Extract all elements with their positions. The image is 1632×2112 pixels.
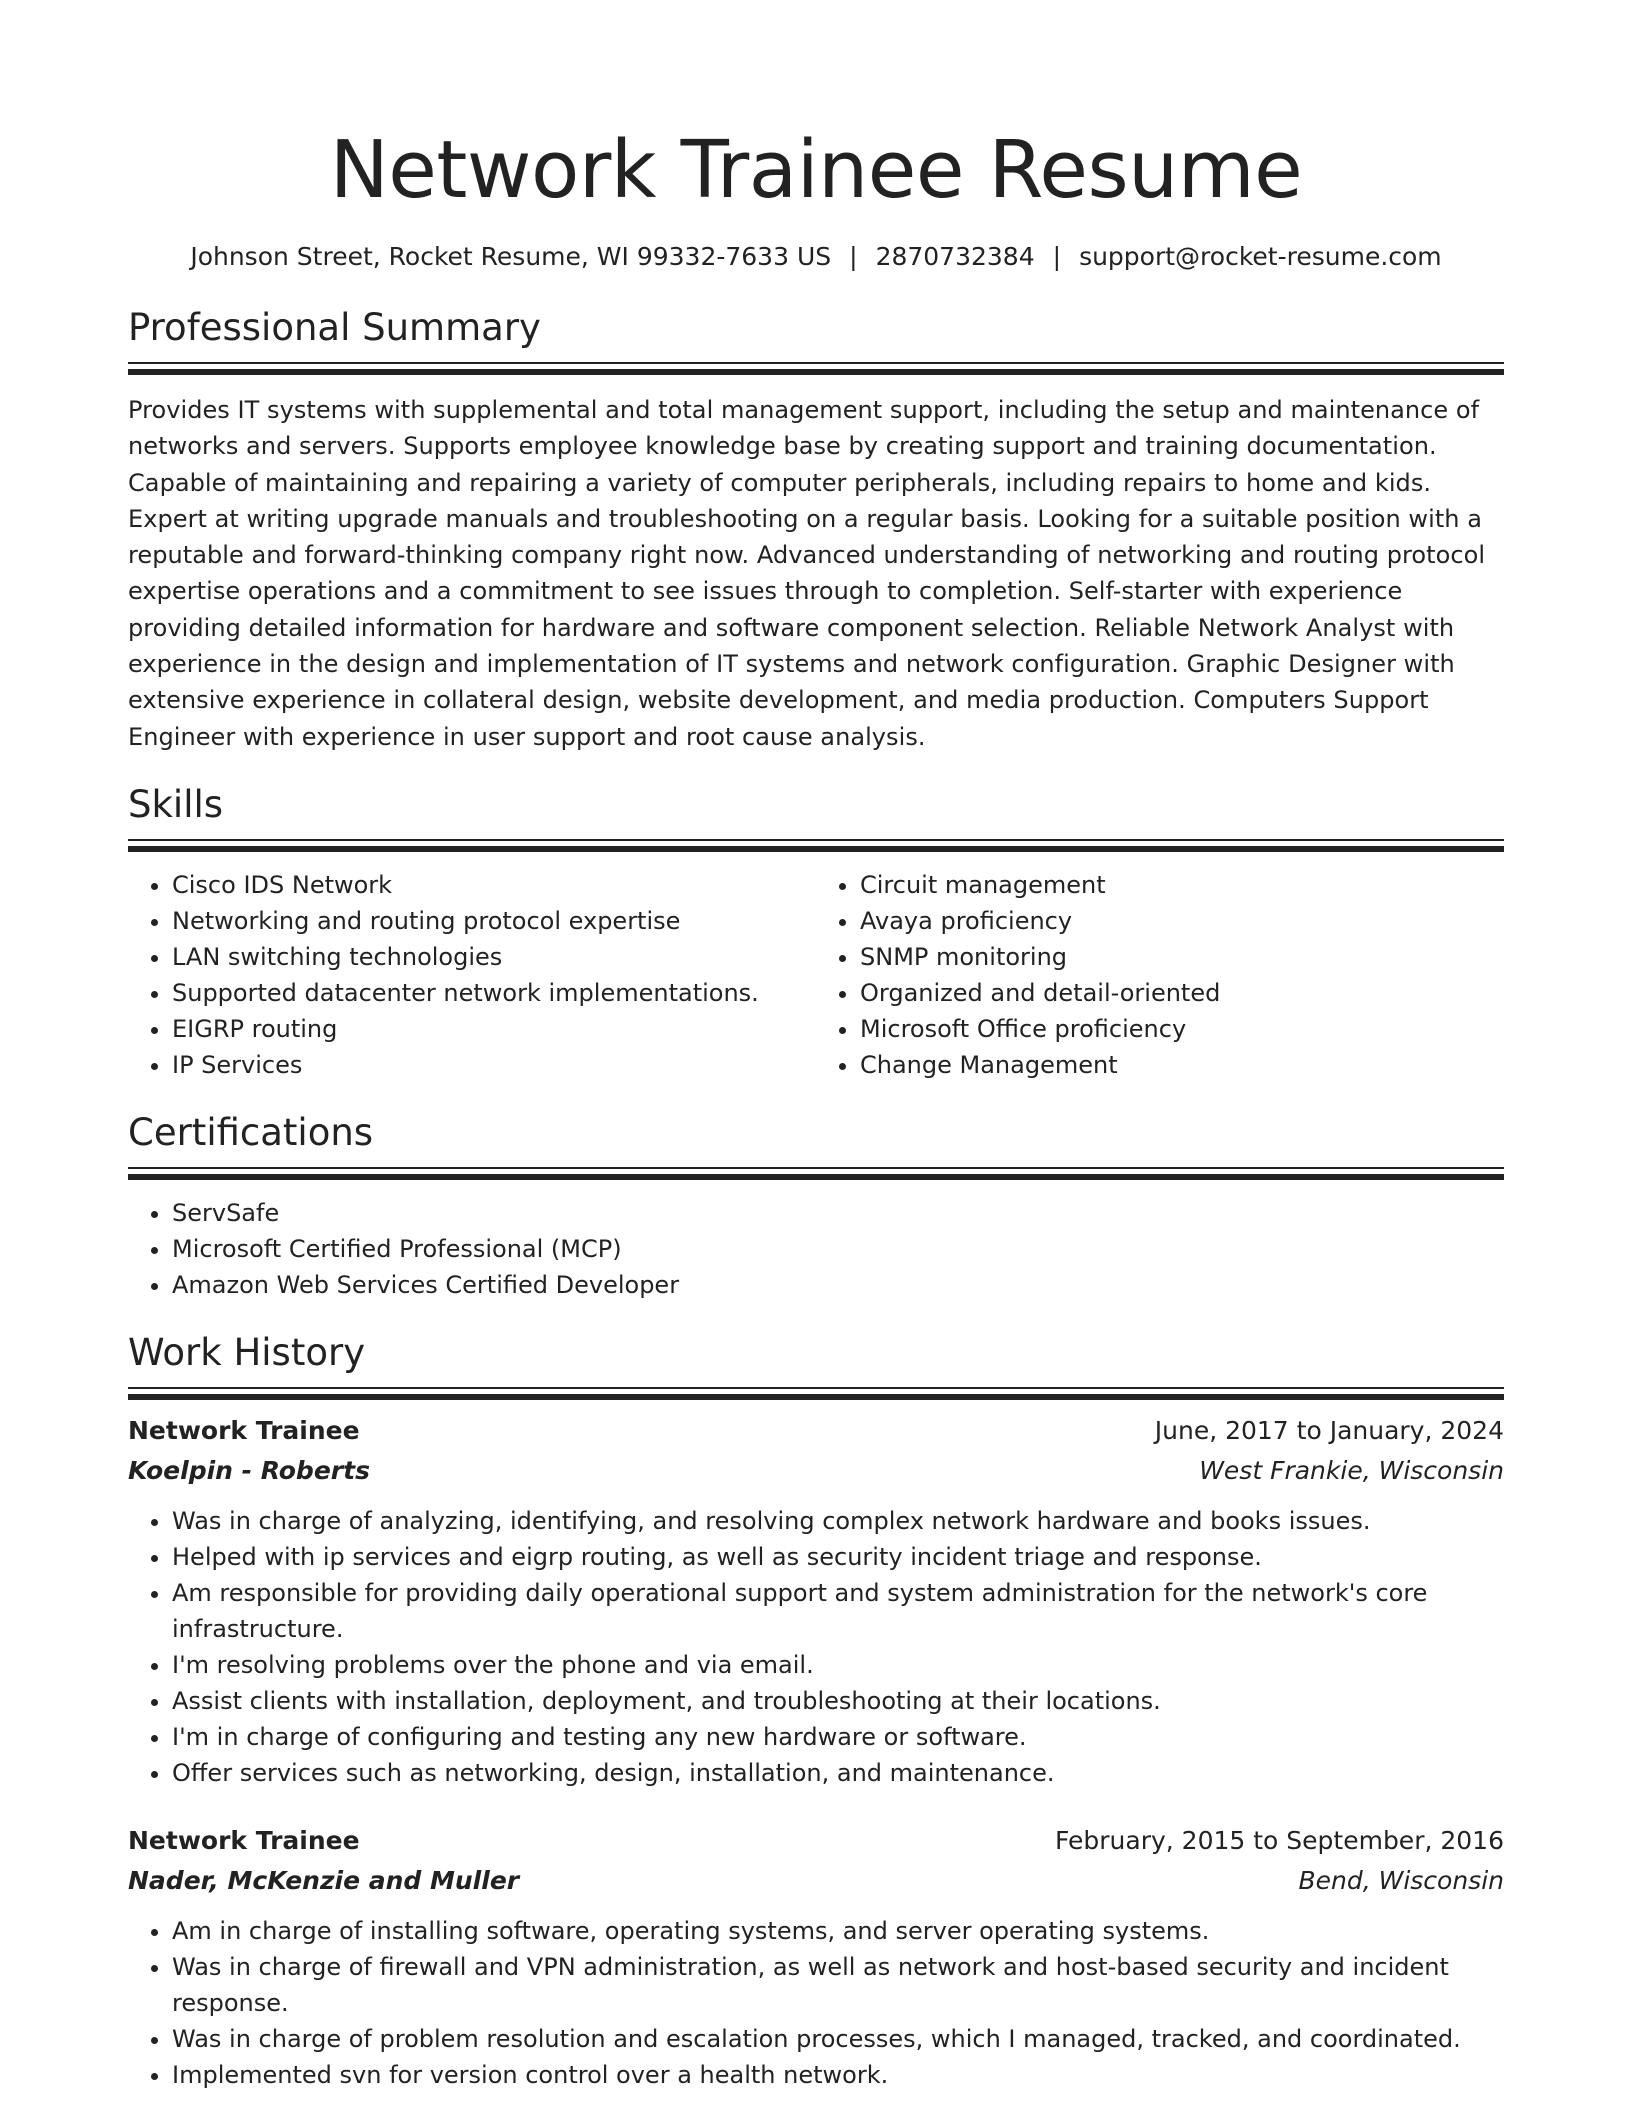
job-duty-item: • Am responsible for providing daily operational support and system administration for the network's core infrastructure. (172, 1575, 1504, 1647)
job-dates: February, 2015 to September, 2016 (1055, 1825, 1504, 1855)
work-history-section (128, 1329, 1504, 2093)
section-divider (128, 839, 1504, 853)
job-duty-item: • Helped with ip services and eigrp routing, as well as security incident triage and response. (172, 1539, 1504, 1575)
skills-section (128, 781, 1504, 1083)
job-duties (128, 1913, 1504, 2093)
resume-page (128, 120, 1504, 2093)
job-duty-item: • Was in charge of firewall and VPN administration, as well as network and host-based security and incident response. (172, 1949, 1504, 2021)
job-dates: June, 2017 to January, 2024 (1154, 1415, 1504, 1445)
job-duty-item: • Assist clients with installation, deployment, and troubleshooting at their locations. (172, 1683, 1504, 1719)
job-header (128, 1411, 1504, 1451)
section-heading: Certifications (128, 1110, 374, 1154)
section-heading: Skills (128, 782, 224, 826)
skills-list (816, 867, 1504, 1083)
job-location: West Frankie, Wisconsin (1199, 1455, 1504, 1485)
job-duties (128, 1503, 1504, 1791)
job-entry (128, 1411, 1504, 1791)
contact-separator: | (1052, 242, 1062, 271)
contact-separator: | (849, 242, 858, 271)
skills-column-right (816, 867, 1504, 1083)
contact-address: Johnson Street, Rocket Resume, WI 99332-7633 US (190, 242, 832, 271)
job-subheader (128, 1451, 1504, 1491)
job-title: Network Trainee (128, 1415, 360, 1445)
section-heading: Professional Summary (128, 306, 541, 349)
section-divider (128, 1387, 1504, 1401)
section-divider (128, 362, 1504, 376)
job-header (128, 1821, 1504, 1861)
skill-item: • Organized and detail-oriented (860, 975, 1504, 1011)
skill-item: • Cisco IDS Network (172, 867, 816, 903)
skill-item: • Circuit management (860, 867, 1504, 903)
contact-line (128, 240, 1504, 274)
job-duty-item: • I'm in charge of configuring and testing any new hardware or software. (172, 1719, 1504, 1755)
certifications-section (128, 1109, 1504, 1303)
section-heading: Work History (128, 1330, 366, 1374)
skills-column-left (128, 867, 816, 1083)
job-duty-item: • Was in charge of analyzing, identifying, and resolving complex network hardware and books issues. (172, 1503, 1504, 1539)
job-location: Bend, Wisconsin (1298, 1865, 1504, 1895)
skill-item: • IP Services (172, 1047, 816, 1083)
skill-item: • LAN switching technologies (172, 939, 816, 975)
certification-item: • ServSafe (172, 1195, 1504, 1231)
skill-item: • Networking and routing protocol expertise (172, 903, 816, 939)
summary-section (128, 304, 1504, 755)
certification-item: • Microsoft Certified Professional (MCP) (172, 1231, 1504, 1267)
job-duty-item: • Was in charge of problem resolution and escalation processes, which I managed, tracked, and coordinated. (172, 2021, 1504, 2057)
section-divider (128, 1167, 1504, 1181)
skill-item: • Supported datacenter network implementations. (172, 975, 816, 1011)
resume-title: Network Trainee Resume (329, 124, 1303, 216)
job-title: Network Trainee (128, 1825, 360, 1855)
certification-item: • Amazon Web Services Certified Developer (172, 1267, 1504, 1303)
skills-columns (128, 867, 1504, 1083)
skill-item: • EIGRP routing (172, 1011, 816, 1047)
job-duty-item: • Offer services such as networking, design, installation, and maintenance. (172, 1755, 1504, 1791)
job-company: Nader, McKenzie and Muller (128, 1865, 520, 1895)
job-company: Koelpin - Roberts (128, 1455, 370, 1485)
skill-item: • Change Management (860, 1047, 1504, 1083)
skill-item: • SNMP monitoring (860, 939, 1504, 975)
contact-email: support@rocket-resume.com (1079, 242, 1442, 271)
contact-phone: 2870732384 (875, 242, 1035, 271)
job-entry (128, 1821, 1504, 2093)
job-duty-item: • I'm resolving problems over the phone and via email. (172, 1647, 1504, 1683)
skills-list (128, 867, 816, 1083)
certifications-list (128, 1195, 1504, 1303)
summary-text: Provides IT systems with supplemental and total management support, including the setup and maintenance of networks and servers. Supports employee knowledge base by creating support and training documentation. Capable of maintaining and repairing a variety of computer peripherals, including repairs to home and kids. Expert at writing upgrade manuals and troubleshooting on a regular basis. Looking for a suitable position with a reputable and forward-thinking company right now. Advanced understanding of networking and routing protocol expertise operations and a commitment to see issues through to completion. Self-starter with experience providing detailed information for hardware and software component selection. Reliable Network Analyst with experience in the design and implementation of IT systems and network configuration. Graphic Designer with extensive experience in collateral design, website development, and media production. Computers Support Engineer with experience in user support and root cause analysis. (128, 396, 1486, 751)
job-subheader (128, 1861, 1504, 1901)
job-duty-item: • Am in charge of installing software, operating systems, and server operating systems. (172, 1913, 1504, 1949)
skill-item: • Microsoft Office proficiency (860, 1011, 1504, 1047)
job-duty-item: • Implemented svn for version control over a health network. (172, 2057, 1504, 2093)
skill-item: • Avaya proficiency (860, 903, 1504, 939)
